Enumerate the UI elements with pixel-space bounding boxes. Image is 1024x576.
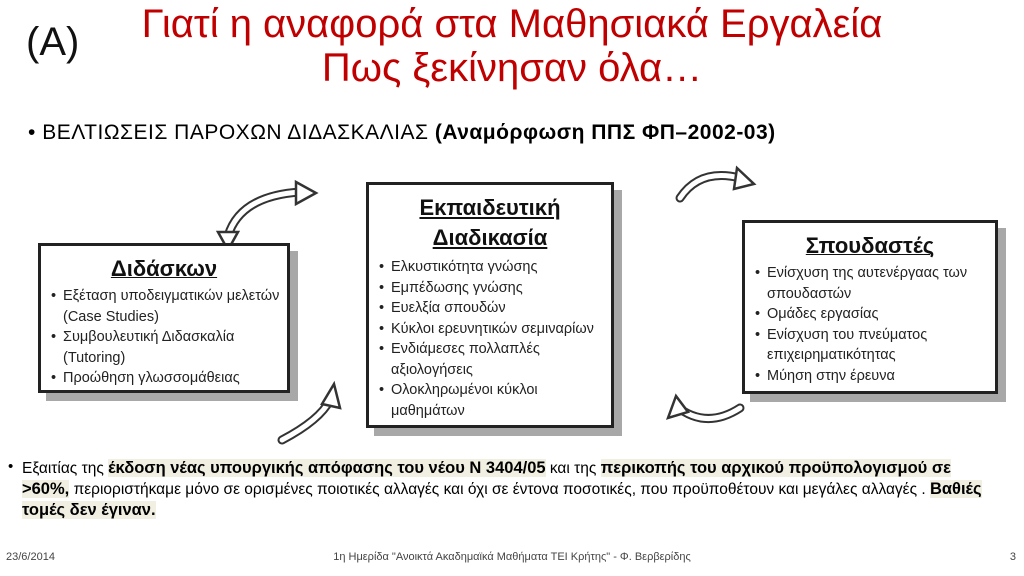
- page-number: 3: [1009, 551, 1016, 563]
- arrowhead-icon: [734, 168, 754, 189]
- paragraph-text: και της: [549, 460, 601, 477]
- title-line-1: Γιατί η αναφορά στα Μαθησιακά Εργαλεία: [141, 2, 883, 46]
- box-teacher-title: Διδάσκων: [110, 256, 218, 281]
- footer-date: 23/6/2014: [6, 551, 55, 563]
- list-item: • Ευελξία σπουδών: [391, 298, 611, 319]
- slide-label: (Α): [26, 20, 80, 64]
- box-students: [742, 220, 998, 394]
- box-process: [366, 182, 614, 428]
- footer-center: 1η Ημερίδα "Ανοικτά Ακαδημαϊκά Μαθήματα ΤΕΙ Κρήτης" - Φ. Βερβερίδης: [333, 551, 691, 563]
- highlight-text: περικοπής του αρχικού προϋπολογισμού σε >60%,: [22, 459, 951, 498]
- footer-paragraph: [22, 458, 997, 521]
- paragraph-text: Εξαιτίας της: [22, 460, 109, 477]
- box-process-title-line-2: Διαδικασία: [432, 225, 548, 250]
- box-process-title-line-1: Εκπαιδευτική: [419, 195, 561, 220]
- highlight-text: Βαθιές τομές δεν έγιναν.: [22, 480, 982, 519]
- title-line-2: Πως ξεκίνησαν όλα…: [321, 46, 703, 90]
- box-students-title: Σπουδαστές: [805, 233, 935, 258]
- highlight-text: έκδοση νέας υπουργικής απόφασης του νέου Ν 3404/05: [108, 459, 546, 477]
- list-item: • Μύηση στην έρευνα: [767, 366, 995, 387]
- list-item: • Εξέταση υποδειγματικών μελετών (Case Studies): [63, 286, 287, 327]
- box-students-list: [751, 263, 995, 386]
- main-bullet: • ΒΕΛΤΙΩΣΕΙΣ ΠΑΡΟΧΩΝ ΔΙΔΑΣΚΑΛΙΑΣ (Αναμόρφωση ΠΠΣ ΦΠ–2002-03): [28, 121, 776, 144]
- arrowhead-icon: [322, 384, 340, 408]
- list-item: • Ενίσχυση του πνεύματος επιχειρηματικότητας: [767, 325, 995, 366]
- box-teacher-list: [47, 286, 287, 389]
- list-item: • Προώθηση γλωσσομάθειας: [63, 368, 287, 389]
- list-item: • Κύκλοι ερευνητικών σεμιναρίων: [391, 319, 611, 340]
- list-item: • Ελκυστικότητα γνώσης: [391, 257, 611, 278]
- list-item: • Ομάδες εργασίας: [767, 304, 995, 325]
- paragraph-text: περιοριστήκαμε μόνο σε ορισμένες ποιοτικές αλλαγές και όχι σε έντονα ποσοτικές, που προϋποθέτουν και μεγάλες αλλαγές .: [73, 481, 930, 498]
- arrowhead-icon: [296, 182, 316, 204]
- box-process-list: [375, 257, 611, 421]
- list-item: • Ολοκληρωμένοι κύκλοι μαθημάτων: [391, 380, 611, 421]
- list-item: • Ενδιάμεσες πολλαπλές αξιολογήσεις: [391, 339, 611, 380]
- box-process-title: [369, 193, 611, 253]
- main-bullet-paren: (Αναμόρφωση ΠΠΣ ΦΠ–2002-03): [434, 121, 776, 144]
- main-bullet-text: ΒΕΛΤΙΩΣΕΙΣ ΠΑΡΟΧΩΝ ΔΙΔΑΣΚΑΛΙΑΣ: [42, 121, 429, 144]
- list-item: • Συμβουλευτική Διδασκαλία (Tutoring): [63, 327, 287, 368]
- box-teacher: [38, 243, 290, 393]
- footer-bullet-icon: •: [8, 458, 14, 475]
- list-item: • Εμπέδωσης γνώσης: [391, 278, 611, 299]
- list-item: • Ενίσχυση της αυτενέργαας των σπουδαστών: [767, 263, 995, 304]
